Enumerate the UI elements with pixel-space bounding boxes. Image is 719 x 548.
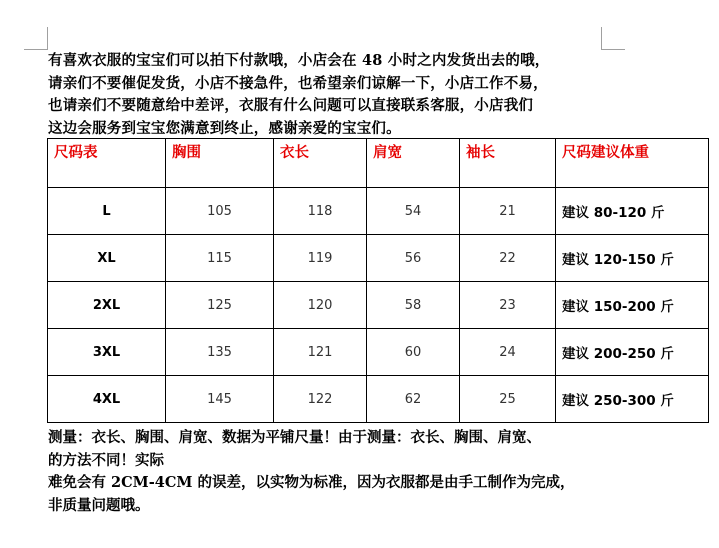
cell-chest: 115 [166, 235, 274, 282]
cell-size: L [48, 188, 166, 235]
note-line: 的方法不同！实际 [48, 451, 164, 469]
crop-mark-top-right-vertical [601, 27, 602, 50]
cell-size: 4XL [48, 376, 166, 423]
table-row [48, 329, 709, 376]
cell-length: 121 [274, 329, 367, 376]
crop-mark-top-left-horizontal [24, 49, 47, 50]
cell-shoulder: 58 [367, 282, 460, 329]
cell-size: XL [48, 235, 166, 282]
cell-shoulder: 54 [367, 188, 460, 235]
note-line: 难免会有 2CM-4CM 的误差，以实物为标准，因为衣服都是由手工制作为完成， [48, 474, 575, 491]
cell-chest: 135 [166, 329, 274, 376]
cell-chest: 105 [166, 188, 274, 235]
cell-shoulder: 62 [367, 376, 460, 423]
note-line: 测量：衣长、胸围、肩宽、数据为平铺尺量！由于测量：衣长、胸围、肩宽、 [48, 429, 541, 446]
cell-sleeve: 21 [460, 188, 556, 235]
cell-length: 122 [274, 376, 367, 423]
crop-mark-top-left-vertical [47, 27, 48, 50]
cell-sleeve: 23 [460, 282, 556, 329]
cell-size: 3XL [48, 329, 166, 376]
size-chart-table [47, 138, 709, 423]
header-shoulder: 肩宽 [367, 139, 460, 188]
cell-length: 120 [274, 282, 367, 329]
cell-weight: 建议 120-150 斤 [556, 235, 709, 282]
cell-sleeve: 22 [460, 235, 556, 282]
intro-line: 请亲们不要催促发货，小店不接急件，也希望亲们谅解一下，小店工作不易， [48, 74, 548, 92]
table-row [48, 188, 709, 235]
intro-line: 这边会服务到宝宝您满意到终止，感谢亲爱的宝宝们。 [48, 119, 401, 137]
cell-shoulder: 60 [367, 329, 460, 376]
table-row [48, 282, 709, 329]
header-length: 衣长 [274, 139, 367, 188]
cell-size: 2XL [48, 282, 166, 329]
cell-length: 118 [274, 188, 367, 235]
cell-weight: 建议 80-120 斤 [556, 188, 709, 235]
intro-line: 有喜欢衣服的宝宝们可以拍下付款哦，小店会在 48 小时之内发货出去的哦， [48, 52, 550, 69]
cell-sleeve: 25 [460, 376, 556, 423]
table-row [48, 376, 709, 423]
cell-weight: 建议 150-200 斤 [556, 282, 709, 329]
header-chest: 胸围 [166, 139, 274, 188]
header-size: 尺码表 [48, 139, 166, 188]
cell-sleeve: 24 [460, 329, 556, 376]
table-header-row [48, 139, 709, 188]
intro-line: 也请亲们不要随意给中差评，衣服有什么问题可以直接联系客服，小店我们 [48, 97, 534, 114]
cell-chest: 145 [166, 376, 274, 423]
cell-length: 119 [274, 235, 367, 282]
measurement-notes [48, 427, 668, 517]
note-line: 非质量问题哦。 [48, 496, 150, 514]
cell-chest: 125 [166, 282, 274, 329]
cell-weight: 建议 200-250 斤 [556, 329, 709, 376]
cell-weight: 建议 250-300 斤 [556, 376, 709, 423]
header-weight: 尺码建议体重 [556, 139, 709, 188]
intro-paragraph [48, 50, 608, 140]
header-sleeve: 袖长 [460, 139, 556, 188]
cell-shoulder: 56 [367, 235, 460, 282]
table-row [48, 235, 709, 282]
